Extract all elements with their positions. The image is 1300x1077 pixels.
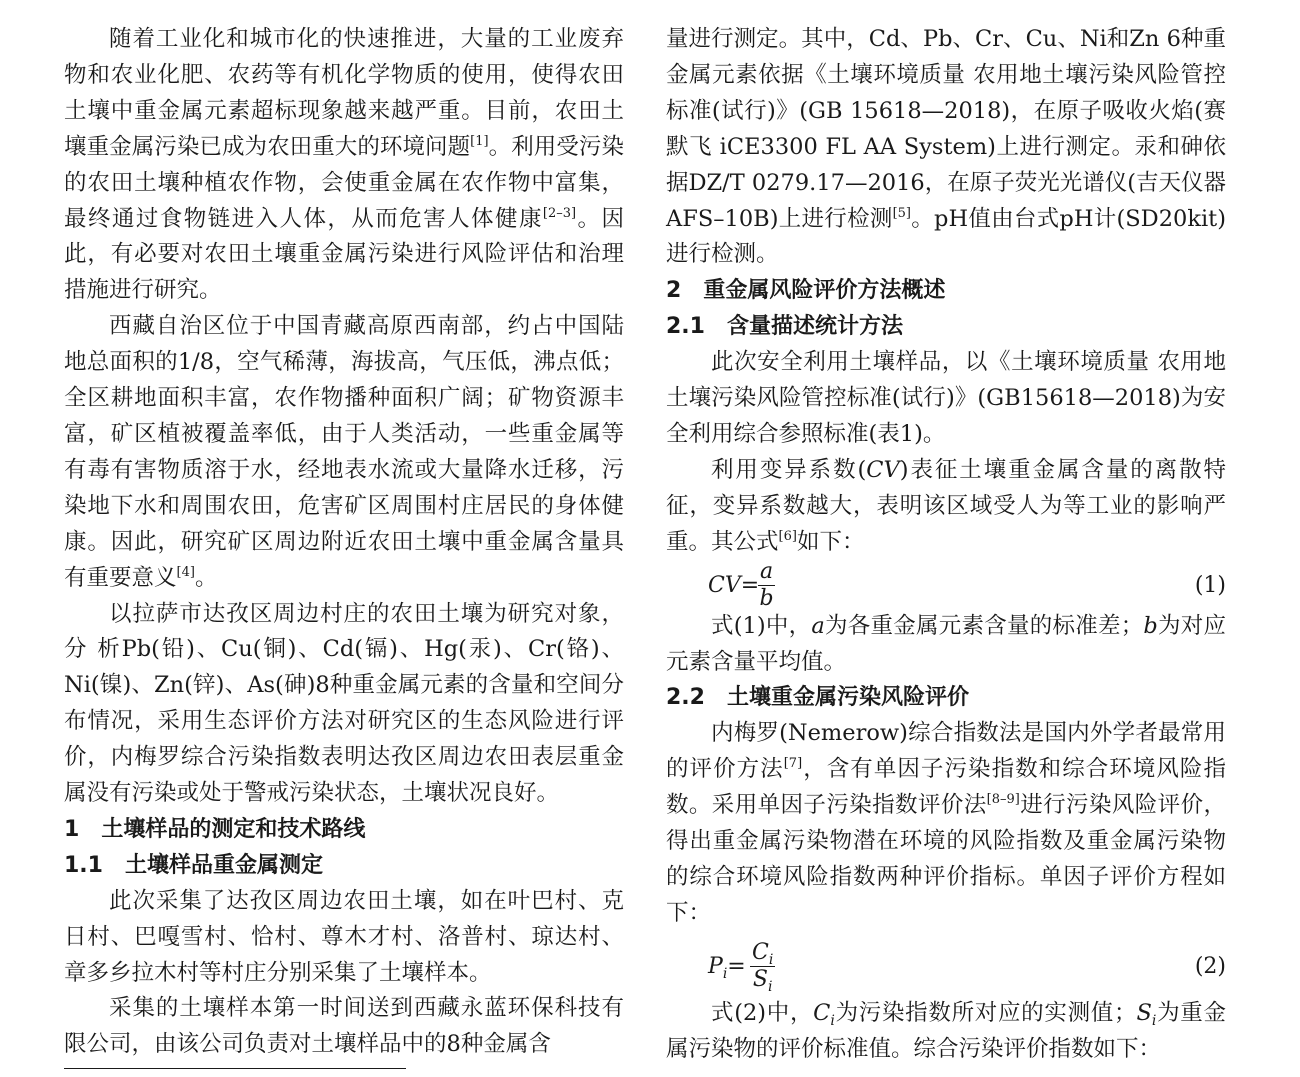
paragraph-study-object: 以拉萨市达孜区周边村庄的农田土壤为研究对象，分 析Pb(铅)、Cu(铜)、Cd(镉)、Hg(汞)、Cr(铬)、Ni(镍)、Zn(锌)、As(砷)8种重金属元素的含量和空间分布情况，采用生态评价方法对研究区的生态风险进行评价，内梅罗综合污染指数表明达孜区周边农田表层重金属没有污染或处于警戒污染状态，土壤状况良好。 bbox=[64, 600, 624, 807]
fraction bbox=[750, 940, 775, 993]
section-heading-2: 2 重金属风险评价方法概述 bbox=[666, 278, 946, 304]
left-column bbox=[64, 22, 624, 1063]
citation: [2–3] bbox=[542, 205, 577, 221]
equation-lhs: $P_i=$ bbox=[708, 953, 746, 982]
equation-lhs: CV= bbox=[708, 572, 760, 598]
paragraph-sampling: 此次采集了达孜区周边农田土壤，如在叶巴村、克日村、巴嘎雪村、恰村、尊木才村、洛普村、琼达村、章多乡拉木村等村庄分别采集了土壤样本。 bbox=[64, 887, 624, 986]
equation-1 bbox=[666, 558, 1226, 611]
paragraph-intro: 随着工业化和城市化的快速推进，大量的工业废弃物和农业化肥、农药等有机化学物质的使用，使得农田土壤中重金属元素超标现象越来越严重。目前，农田土壤重金属污染已成为农田重大的环境问题[1]。利用受污染的农田土壤种植农作物，会使重金属在农作物中富集，最终通过食物链进入人体，从而危害人体健康[2–3]。因此，有必要对农田土壤重金属污染进行风险评估和治理措施进行研究。 bbox=[64, 26, 624, 304]
paragraph-lab: 采集的土壤样本第一时间送到西藏永蓝环保科技有限公司，由该公司负责对土壤样品中的8种金属含 bbox=[64, 995, 624, 1058]
numerator: a bbox=[760, 558, 774, 584]
equation-number: (2) bbox=[1194, 953, 1226, 979]
equation-number: (1) bbox=[1194, 572, 1226, 598]
footnote-rule bbox=[64, 1068, 406, 1069]
right-column bbox=[666, 22, 1226, 1068]
section-heading-1: 1 土壤样品的测定和技术路线 bbox=[64, 816, 366, 842]
section-heading-2-2: 2.2 土壤重金属污染风险评价 bbox=[666, 685, 969, 711]
paragraph-measurement: 量进行测定。其中，Cd、Pb、Cr、Cu、Ni和Zn 6种重金属元素依据《土壤环境质量 农用地土壤污染风险管控标准(试行)》(GB 15618—2018)，在原子吸收火焰(赛默飞 iCE3300 FL AA System)上进行测定。汞和砷依据DZ/T 0279.17—2016，在原子荧光光谱仪(吉天仪器AFS–10B)上进行检测[5]。pH值由台式pH计(SD20kit)进行检测。 bbox=[666, 26, 1227, 268]
equation-2 bbox=[666, 932, 1226, 996]
paragraph-tibet: 西藏自治区位于中国青藏高原西南部，约占中国陆地总面积的1/8，空气稀薄，海拔高，气压低，沸点低；全区耕地面积丰富，农作物播种面积广阔；矿物资源丰富，矿区植被覆盖率低，由于人类活动，一些重金属等有毒有害物质溶于水，经地表水流或大量降水迁移，污染地下水和周围农田，危害矿区周围村庄居民的身体健康。因此，研究矿区周边附近农田土壤中重金属含量具有重要意义[4]。 bbox=[64, 313, 624, 591]
denominator: b bbox=[759, 585, 774, 611]
citation: [6] bbox=[778, 528, 797, 544]
citation: [8–9] bbox=[986, 792, 1020, 808]
fraction bbox=[758, 559, 775, 612]
paragraph-eq2-explain: 式(2)中，$C_i$为污染指数所对应的实测值；$S_i$为重金属污染物的评价标准值。综合污染评价指数如下： bbox=[666, 999, 1226, 1062]
citation: [4] bbox=[176, 564, 195, 580]
section-heading-2-1: 2.1 含量描述统计方法 bbox=[666, 314, 903, 340]
paragraph-nemerow: 内梅罗(Nemerow)综合指数法是国内外学者最常用的评价方法[7]，含有单因子污染指数和综合环境风险指数。采用单因子污染指数评价法[8–9]进行污染风险评价，得出重金属污染物潜在环境的风险指数及重金属污染物的综合环境风险指数两种评价指标。单因子评价方程如下： bbox=[666, 720, 1226, 926]
denominator: $S_i$ bbox=[752, 966, 773, 995]
citation: [7] bbox=[783, 756, 803, 772]
citation: [1] bbox=[470, 133, 489, 149]
citation: [5] bbox=[892, 205, 912, 221]
paragraph-standard: 此次安全利用土壤样品，以《土壤环境质量 农用地土壤污染风险管控标准(试行)》(GB15618—2018)为安全利用综合参照标准(表1)。 bbox=[666, 349, 1226, 447]
section-heading-1-1: 1.1 土壤样品重金属测定 bbox=[64, 852, 323, 878]
paragraph-eq1-explain: 式(1)中，a为各重金属元素含量的标准差；b为对应元素含量平均值。 bbox=[666, 612, 1226, 675]
numerator: $C_i$ bbox=[752, 939, 774, 968]
paragraph-cv: 利用变异系数(CV)表征土壤重金属含量的离散特征，变异系数越大，表明该区域受人为等工业的影响严重。其公式[6]如下： bbox=[666, 456, 1226, 555]
